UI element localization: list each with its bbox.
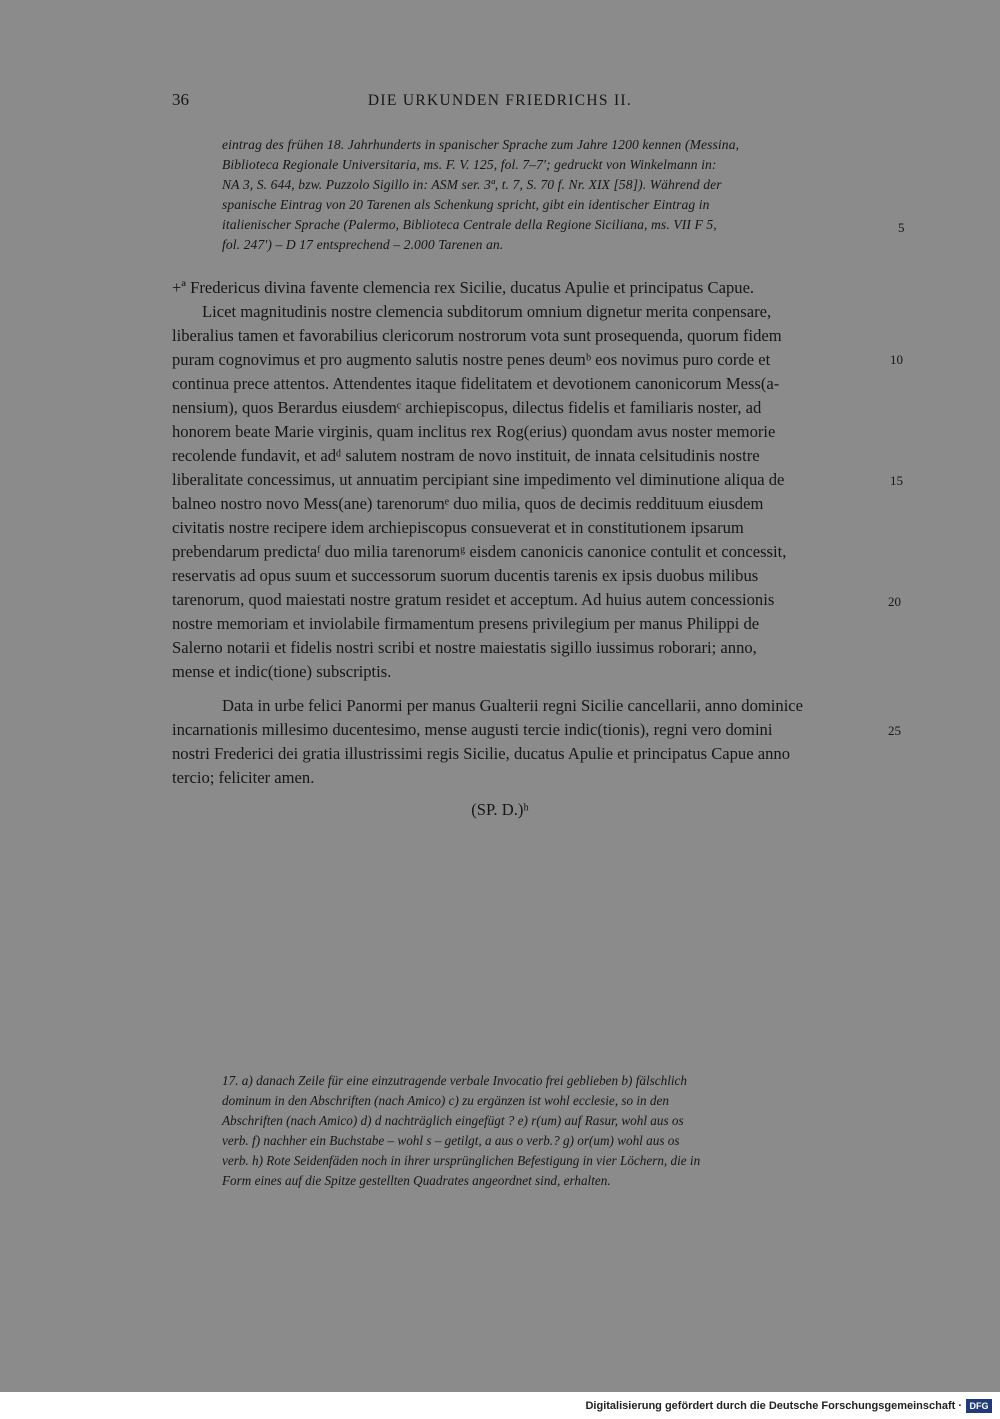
- charter-line: reservatis ad opus suum et successorum suorum ducentis tarenis ex ipsis duobus milibus: [172, 566, 759, 585]
- footnote-line: verb. h) Rote Seidenfäden noch in ihrer ursprünglichen Befestigung in vier Löchern, die in: [222, 1153, 701, 1168]
- intro-line: NA 3, S. 644, bzw. Puzzolo Sigillo in: ASM ser. 3ª, t. 7, S. 70 f. Nr. XIX [58]). Während der: [222, 177, 722, 192]
- intro-line: spanische Eintrag von 20 Tarenen als Schenkung spricht, gibt ein identischer Eintrag in: [222, 197, 710, 212]
- funding-credit: Digitalisierung gefördert durch die Deutsche Forschungsgemeinschaft ·: [585, 1400, 962, 1412]
- charter-line: civitatis nostre recipere idem archiepiscopus consueverat et in constitutionem ipsarum: [172, 518, 744, 537]
- dating-line: nostri Frederici dei gratia illustrissimi regis Sicilie, ducatus Apulie et principatus Capue anno: [172, 744, 790, 763]
- charter-line: tarenorum, quod maiestati nostre gratum residet et acceptum. Ad huius autem concessionis: [172, 590, 775, 609]
- dfg-logo: DFG: [966, 1399, 992, 1413]
- charter-line: Licet magnitudinis nostre clemencia subditorum omnium dignetur merita conpensare,: [202, 302, 772, 321]
- footnote-line: 17. a) danach Zeile für eine einzutragende verbale Invocatio frei geblieben b) fälschlich: [222, 1073, 687, 1088]
- charter-line: Salerno notarii et fidelis nostri scribi et nostre maiestatis sigillo iussimus roborari; anno,: [172, 638, 757, 657]
- margin-line-number: 10: [890, 352, 903, 367]
- footnote-line: Abschriften (nach Amico) d) d nachträglich eingefügt ? e) r(um) auf Rasur, wohl aus os: [222, 1113, 684, 1128]
- running-title: DIE URKUNDEN FRIEDRICHS II.: [367, 92, 633, 109]
- page-number: 36: [172, 90, 189, 109]
- charter-line: continua prece attentos. Attendentes itaque fidelitatem et devotionem canonicorum Mess(a-: [172, 374, 780, 393]
- dating-line: tercio; feliciter amen.: [172, 768, 315, 787]
- page-header: [0, 88, 1000, 118]
- intro-line: Biblioteca Regionale Universitaria, ms. F. V. 125, fol. 7–7'; gedruckt von Winkelmann in:: [222, 157, 717, 172]
- footer-bar: [0, 1392, 1000, 1419]
- footnote-line: dominum in den Abschriften (nach Amico) c) zu ergänzen ist wohl ecclesie, so in den: [222, 1093, 669, 1108]
- margin-line-number: 25: [888, 723, 901, 738]
- intro-line: italienischer Sprache (Palermo, Biblioteca Centrale della Regione Siciliana, ms. VII F 5,: [222, 217, 717, 232]
- intro-line: eintrag des frühen 18. Jahrhunderts in spanischer Sprache zum Jahre 1200 kennen (Messina,: [222, 137, 740, 152]
- charter-line: +ª Fredericus divina favente clemencia rex Sicilie, ducatus Apulie et principatus Capue.: [172, 278, 755, 297]
- charter-line: mense et indic(tione) subscriptis.: [172, 662, 392, 681]
- charter-line: honorem beate Marie virginis, quam inclitus rex Rog(erius) quondam avus noster memorie: [172, 422, 776, 441]
- margin-line-number: 5: [898, 220, 905, 235]
- dating-line: Data in urbe felici Panormi per manus Gualterii regni Sicilie cancellarii, anno dominice: [222, 696, 804, 715]
- charter-line: liberalius tamen et favorabilius clericorum nostrorum vota sunt prosequenda, quorum fidem: [172, 326, 782, 345]
- charter-line: puram cognovimus et pro augmento salutis nostre penes deumᵇ eos novimus puro corde et: [172, 350, 771, 369]
- charter-line: liberalitate concessimus, ut annuatim percipiant sine impedimento vel diminutione aliqua de: [172, 470, 785, 489]
- charter-line: balneo nostro novo Mess(ane) tarenorumᵉ duo milia, quos de decimis reddituum eiusdem: [172, 494, 764, 513]
- footnote-line: Form eines auf die Spitze gestellten Quadrates angeordnet sind, erhalten.: [222, 1173, 611, 1188]
- charter-line: nostre memoriam et inviolabile firmamentum presens privilegium per manus Philippi de: [172, 614, 760, 633]
- margin-line-number: 15: [890, 473, 903, 488]
- dating-line: incarnationis millesimo ducentesimo, mense augusti tercie indic(tionis), regni vero domini: [172, 720, 773, 739]
- margin-line-number: 20: [888, 594, 901, 609]
- charter-line: nensium), quos Berardus eiusdemᶜ archiepiscopus, dilectus fidelis et familiaris noster, ad: [172, 398, 762, 417]
- charter-line: prebendarum predictaᶠ duo milia tarenorumᵍ eisdem canonicis canonice contulit et concessit,: [172, 542, 787, 561]
- footnote-line: verb. f) nachher ein Buchstabe – wohl s – getilgt, a aus o verb.? g) or(um) wohl aus os: [222, 1133, 680, 1148]
- charter-line: recolende fundavit, et adᵈ salutem nostram de novo instituit, de innata celsitudinis nostre: [172, 446, 760, 465]
- intro-line: fol. 247') – D 17 entsprechend – 2.000 Tarenen an.: [222, 237, 504, 252]
- signum: (SP. D.)ʰ: [471, 800, 529, 819]
